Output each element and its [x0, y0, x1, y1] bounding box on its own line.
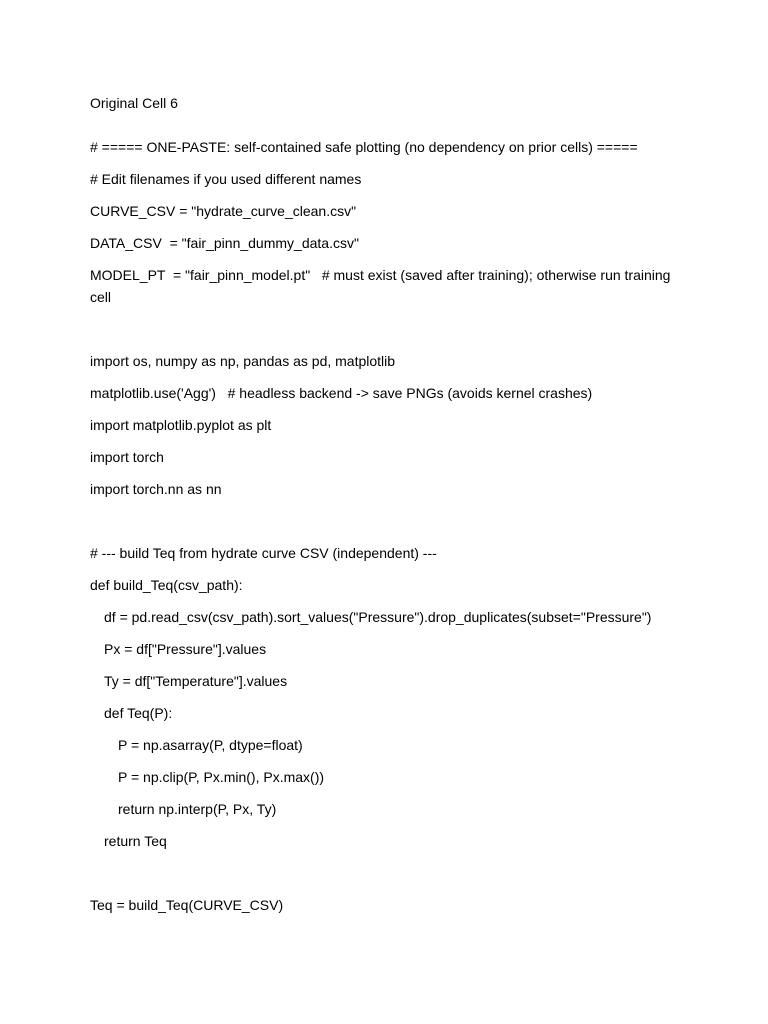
code-line: Px = df["Pressure"].values [104, 641, 267, 657]
code-line: P = np.clip(P, Px.min(), Px.max()) [118, 769, 325, 785]
code-line: Ty = df["Temperature"].values [104, 673, 288, 689]
code-line: import torch.nn as nn [90, 481, 222, 497]
code-line: # ===== ONE-PASTE: self-contained safe plotting (no dependency on prior cells) ===== [90, 139, 638, 155]
code-line: df = pd.read_csv(csv_path).sort_values("Pressure").drop_duplicates(subset="Pressure") [104, 609, 652, 625]
code-line: # --- build Teq from hydrate curve CSV (independent) --- [90, 545, 437, 561]
code-line: # Edit filenames if you used different names [90, 171, 362, 187]
code-line: matplotlib.use('Agg') # headless backend -> save PNGs (avoids kernel crashes) [90, 385, 593, 401]
code-line: CURVE_CSV = "hydrate_curve_clean.csv" [90, 203, 357, 219]
code-line: MODEL_PT = "fair_pinn_model.pt" # must exist (saved after training); otherwise run training cell [90, 267, 675, 305]
code-line: import matplotlib.pyplot as plt [90, 417, 272, 433]
code-line: return np.interp(P, Px, Ty) [118, 801, 277, 817]
code-line: P = np.asarray(P, dtype=float) [118, 737, 303, 753]
code-line: def Teq(P): [104, 705, 173, 721]
code-line: def build_Teq(csv_path): [90, 577, 243, 593]
document-heading: Original Cell 6 [90, 95, 178, 111]
code-line: import torch [90, 449, 164, 465]
code-line: Teq = build_Teq(CURVE_CSV) [90, 897, 284, 913]
code-line: import os, numpy as np, pandas as pd, matplotlib [90, 353, 396, 369]
code-line: return Teq [104, 833, 167, 849]
code-line: DATA_CSV = "fair_pinn_dummy_data.csv" [90, 235, 359, 251]
